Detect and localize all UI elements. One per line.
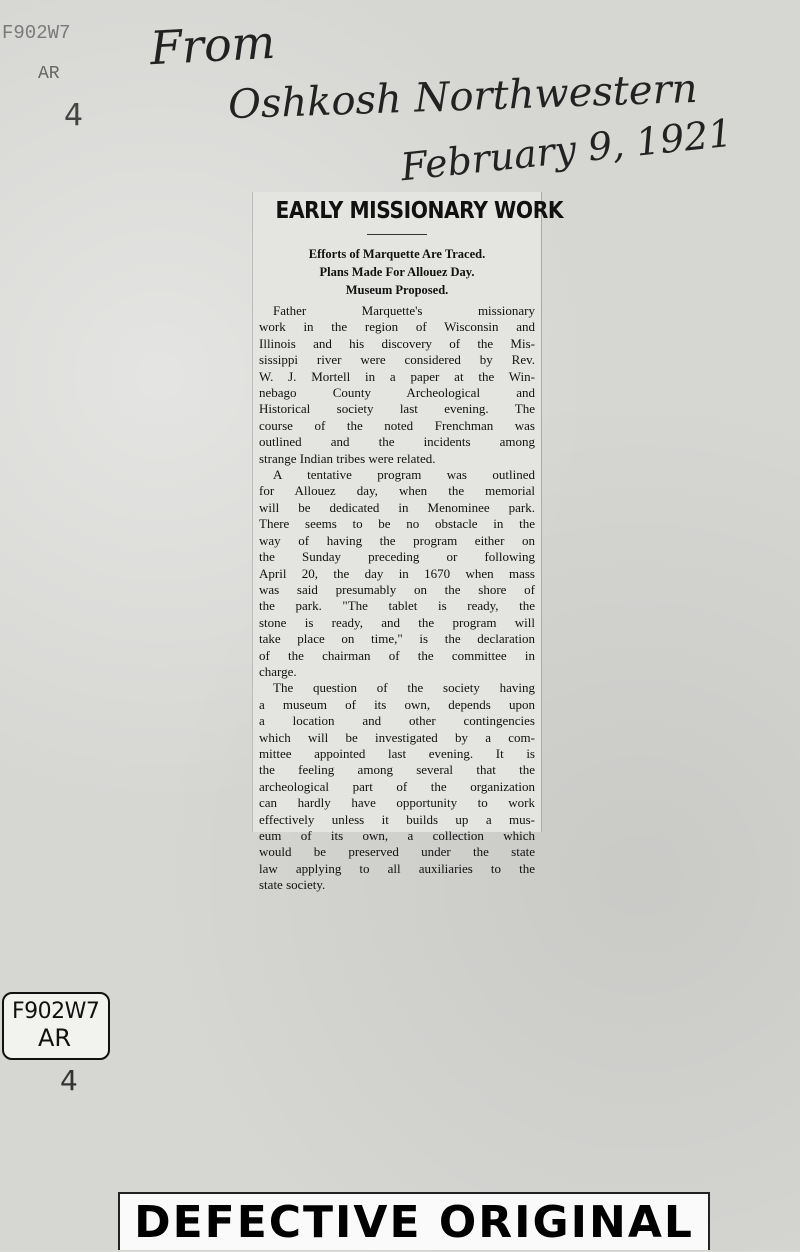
- article-line: can hardly have opportunity to work: [259, 795, 535, 811]
- article-line: for Allouez day, when the memorial: [259, 483, 535, 499]
- subhead-line: Museum Proposed.: [345, 283, 449, 297]
- article-line: outlined and the incidents among: [259, 434, 535, 450]
- article-line: the Sunday preceding or following: [259, 549, 535, 565]
- article-line: take place on time," is the declaration: [259, 631, 535, 647]
- article-line: will be dedicated in Menominee park.: [259, 499, 535, 515]
- number-note-top: 4: [64, 98, 84, 133]
- stamp-ar: AR: [38, 1024, 72, 1052]
- article-line: was said presumably on the shore of: [259, 581, 535, 597]
- article-line: Historical society last evening. The: [259, 401, 535, 417]
- article-line: sissippi river were considered by Rev.: [259, 352, 535, 368]
- article-line: strange Indian tribes were related.: [259, 450, 436, 466]
- article-line: the park. "The tablet is ready, the: [259, 598, 535, 614]
- article-line: There seems to be no obstacle in the: [259, 516, 535, 532]
- article-line: effectively unless it builds up a mus-: [259, 811, 535, 827]
- handwritten-from: From: [148, 14, 277, 76]
- article-line: mittee appointed last evening. It is: [259, 745, 535, 761]
- article-paragraph-2: [259, 467, 535, 680]
- article-line: a museum of its own, depends upon: [259, 696, 535, 712]
- article-headline: EARLY MISSIONARY WORK: [275, 198, 564, 224]
- article-subhead: [259, 245, 535, 299]
- article-paragraph-3: [259, 680, 535, 893]
- article-line: The question of the society having: [273, 680, 535, 696]
- article-line: eum of its own, a collection which: [259, 828, 535, 843]
- stamp-call-number: F902W7: [12, 999, 100, 1024]
- stamp-number: 4: [60, 1064, 78, 1097]
- call-number-stamp: [2, 992, 110, 1060]
- article-line: A tentative program was outlined: [273, 467, 535, 483]
- article-line: a location and other contingencies: [259, 713, 535, 729]
- article-line: law applying to all auxiliaries to the: [259, 860, 535, 876]
- ar-note-top: AR: [38, 64, 60, 84]
- article-line: course of the noted Frenchman was: [259, 417, 535, 433]
- newspaper-clipping: [252, 192, 564, 893]
- article-line: state society.: [259, 877, 326, 893]
- subhead-line: Plans Made For Allouez Day.: [319, 265, 475, 279]
- article-paragraph-1: [259, 303, 535, 467]
- article-line: way of having the program either on: [259, 532, 535, 548]
- article-line: work in the region of Wisconsin and: [259, 319, 535, 335]
- headline-rule: [367, 234, 427, 235]
- article-line: which will be investigated by a com-: [259, 729, 535, 745]
- article-line: stone is ready, and the program will: [259, 614, 535, 630]
- subhead-line: Efforts of Marquette Are Traced.: [308, 247, 486, 261]
- article-line: the feeling among several that the: [259, 762, 535, 778]
- article-line: archeological part of the organization: [259, 778, 535, 794]
- article-line: April 20, the day in 1670 when mass: [259, 565, 535, 581]
- handwritten-date: February 9, 1921: [398, 110, 735, 190]
- article-line: Father Marquette's missionary: [273, 303, 535, 318]
- defective-original-banner: DEFECTIVE ORIGINAL: [118, 1192, 710, 1250]
- article-line: charge.: [259, 663, 297, 679]
- article-line: W. J. Mortell in a paper at the Win-: [259, 368, 535, 384]
- article-line: of the chairman of the committee in: [259, 647, 535, 663]
- article-line: would be preserved under the state: [259, 844, 535, 860]
- call-number-top: F902W7: [2, 22, 71, 44]
- handwritten-newspaper: Oshkosh Northwestern: [227, 65, 699, 129]
- article-line: nebago County Archeological and: [259, 385, 535, 401]
- article-line: Illinois and his discovery of the Mis-: [259, 335, 535, 351]
